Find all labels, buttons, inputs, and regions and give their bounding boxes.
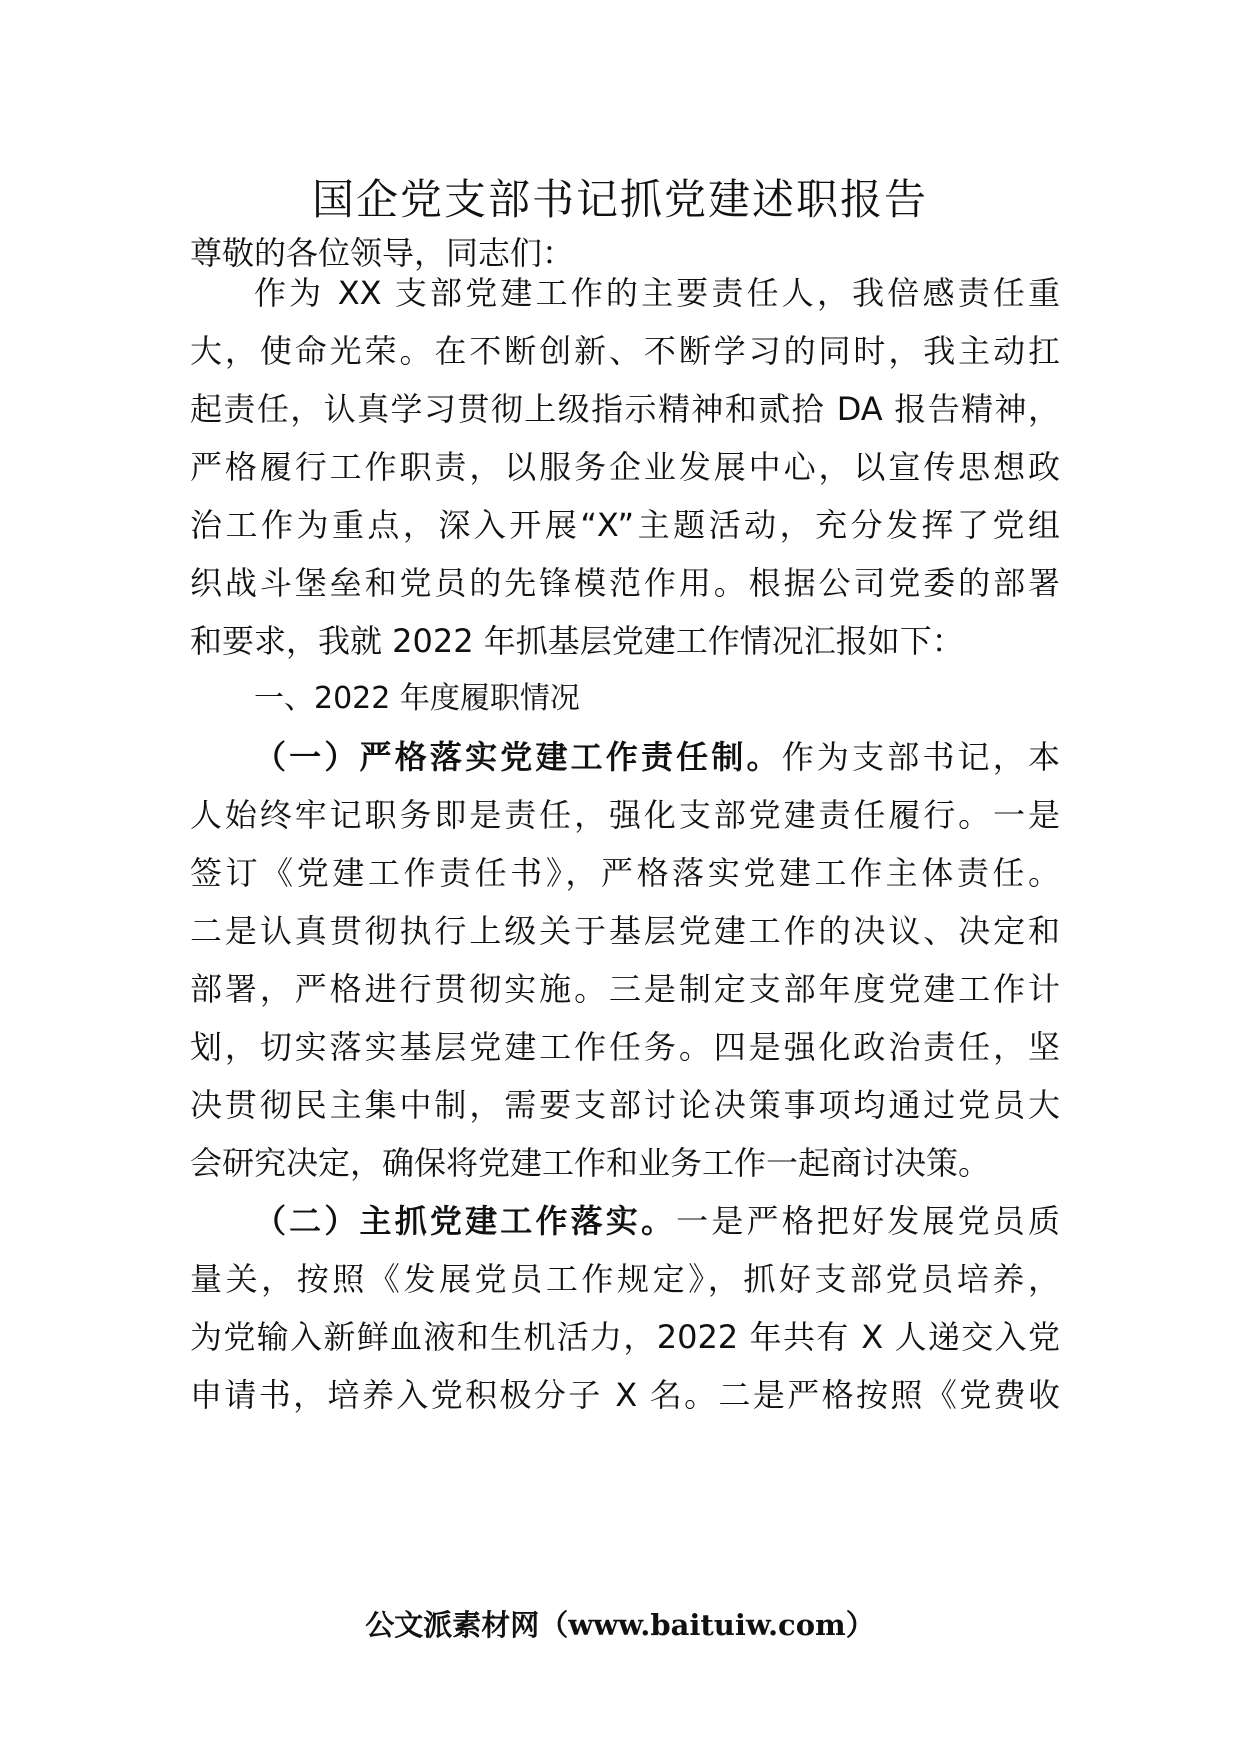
footer-watermark: 公文派素材网（www.baituiw.com） — [365, 1608, 875, 1642]
subsection-first-line — [254, 1191, 1060, 1251]
body-line: 人始终牢记职务即是责任，强化支部党建责任履行。一是 — [190, 796, 1060, 834]
subsection-heading: （二）主抓党建工作落实。 — [254, 1202, 677, 1240]
body-line: 决贯彻民主集中制，需要支部讨论决策事项均通过党员大 — [190, 1086, 1060, 1124]
intro-line: 治工作为重点，深入开展“X”主题活动，充分发挥了党组 — [190, 506, 1060, 544]
subsection-first-line — [254, 727, 1060, 787]
section-heading: 一、2022 年度履职情况 — [254, 681, 580, 716]
subsection-text: 作为支部书记，本 — [781, 738, 1060, 776]
intro-line: 严格履行工作职责，以服务企业发展中心，以宣传思想政 — [190, 448, 1060, 486]
intro-line: 作为 XX 支部党建工作的主要责任人，我倍感责任重 — [254, 274, 1060, 312]
intro-line: 和要求，我就 2022 年抓基层党建工作情况汇报如下： — [190, 622, 964, 660]
body-line: 为党输入新鲜血液和生机活力，2022 年共有 X 人递交入党 — [190, 1318, 1060, 1356]
body-line: 二是认真贯彻执行上级关于基层党建工作的决议、决定和 — [190, 912, 1060, 950]
subsection-text: 一是严格把好发展党员质 — [676, 1202, 1060, 1240]
intro-line: 起责任，认真学习贯彻上级指示精神和贰拾 DA 报告精神， — [190, 390, 1060, 428]
body-line: 量关，按照《发展党员工作规定》，抓好支部党员培养， — [190, 1260, 1060, 1298]
body-line: 签订《党建工作责任书》，严格落实党建工作主体责任。 — [190, 854, 1060, 892]
document-title: 国企党支部书记抓党建述职报告 — [311, 175, 928, 224]
salutation: 尊敬的各位领导，同志们： — [190, 234, 575, 272]
intro-line: 织战斗堡垒和党员的先锋模范作用。根据公司党委的部署 — [190, 564, 1060, 602]
intro-line: 大，使命光荣。在不断创新、不断学习的同时，我主动扛 — [190, 332, 1060, 370]
body-line: 部署，严格进行贯彻实施。三是制定支部年度党建工作计 — [190, 970, 1060, 1008]
body-line: 划，切实落实基层党建工作任务。四是强化政治责任，坚 — [190, 1028, 1060, 1066]
subsection-heading: （一）严格落实党建工作责任制。 — [254, 738, 782, 776]
body-line: 会研究决定，确保将党建工作和业务工作一起商讨决策。 — [190, 1144, 991, 1182]
body-line: 申请书，培养入党积极分子 X 名。二是严格按照《党费收 — [190, 1376, 1060, 1414]
